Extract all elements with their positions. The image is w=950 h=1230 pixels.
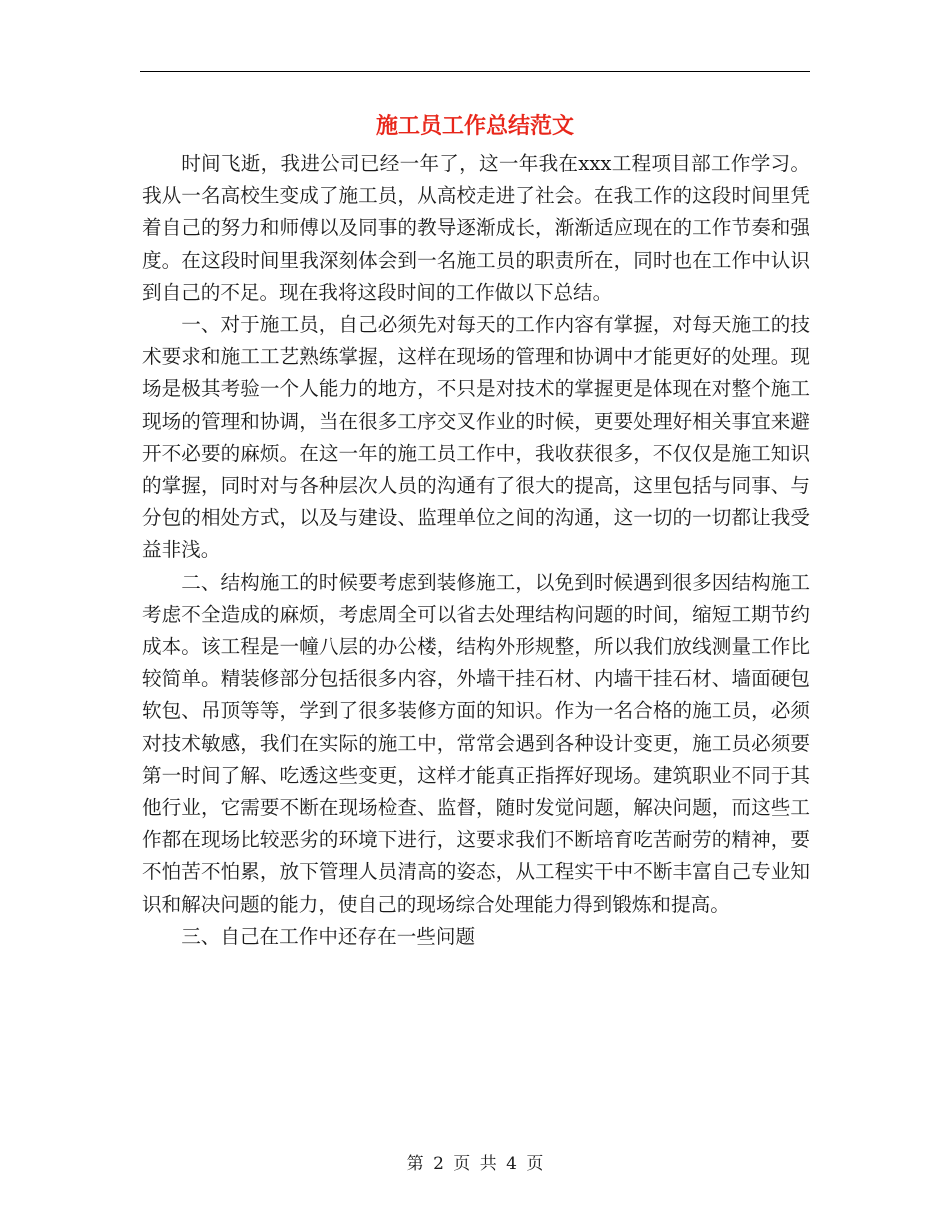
paragraph-section-1: 一、对于施工员，自己必须先对每天的工作内容有掌握，对每天施工的技术要求和施工工艺熟练掌握，这样在现场的管理和协调中才能更好的处理。现场是极其考验一个人能力的地方，不只是对技术的掌握更是体现在对整个施工现场的管理和协调，当在很多工序交叉作业的时候，更要处理好相关事宜来避开不必要的麻烦。在这一年的施工员工作中，我收获很多，不仅仅是施工知识的掌握，同时对与各种层次人员的沟通有了很大的提高，这里包括与同事、与分包的相处方式，以及与建设、监理单位之间的沟通，这一切的一切都让我受益非浅。: [142, 313, 810, 562]
page-number-footer: 第 2 页 共 4 页: [406, 1154, 544, 1174]
header-rule: [140, 71, 810, 72]
paragraph-intro: 时间飞逝，我进公司已经一年了，这一年我在xxx工程项目部工作学习。我从一名高校生变成了施工员，从高校走进了社会。在我工作的这段时间里凭着自己的努力和师傅以及同事的教导逐渐成长，渐渐适应现在的工作节奏和强度。在这段时间里我深刻体会到一名施工员的职责所在，同时也在工作中认识到自己的不足。现在我将这段时间的工作做以下总结。: [142, 152, 810, 304]
paragraph-section-2: 二、结构施工的时候要考虑到装修施工，以免到时候遇到很多因结构施工考虑不全造成的麻烦，考虑周全可以省去处理结构问题的时间，缩短工期节约成本。该工程是一幢八层的办公楼，结构外形规整，所以我们放线测量工作比较简单。精装修部分包括很多内容，外墙干挂石材、内墙干挂石材、墙面硬包软包、吊顶等等，学到了很多装修方面的知识。作为一名合格的施工员，必须对技术敏感，我们在实际的施工中，常常会遇到各种设计变更，施工员必须要第一时间了解、吃透这些变更，这样才能真正指挥好现场。建筑职业不同于其他行业，它需要不断在现场检查、监督，随时发觉问题，解决问题，而这些工作都在现场比较恶劣的环境下进行，这要求我们不断培育吃苦耐劳的精神，要不怕苦不怕累，放下管理人员清高的姿态，从工程实干中不断丰富自己专业知识和解决问题的能力，使自己的现场综合处理能力得到锻炼和提高。: [142, 570, 810, 916]
paragraph-section-3: 三、自己在工作中还存在一些问题: [181, 924, 476, 948]
document-title: 施工员工作总结范文: [375, 113, 574, 139]
document-body: [142, 148, 810, 953]
